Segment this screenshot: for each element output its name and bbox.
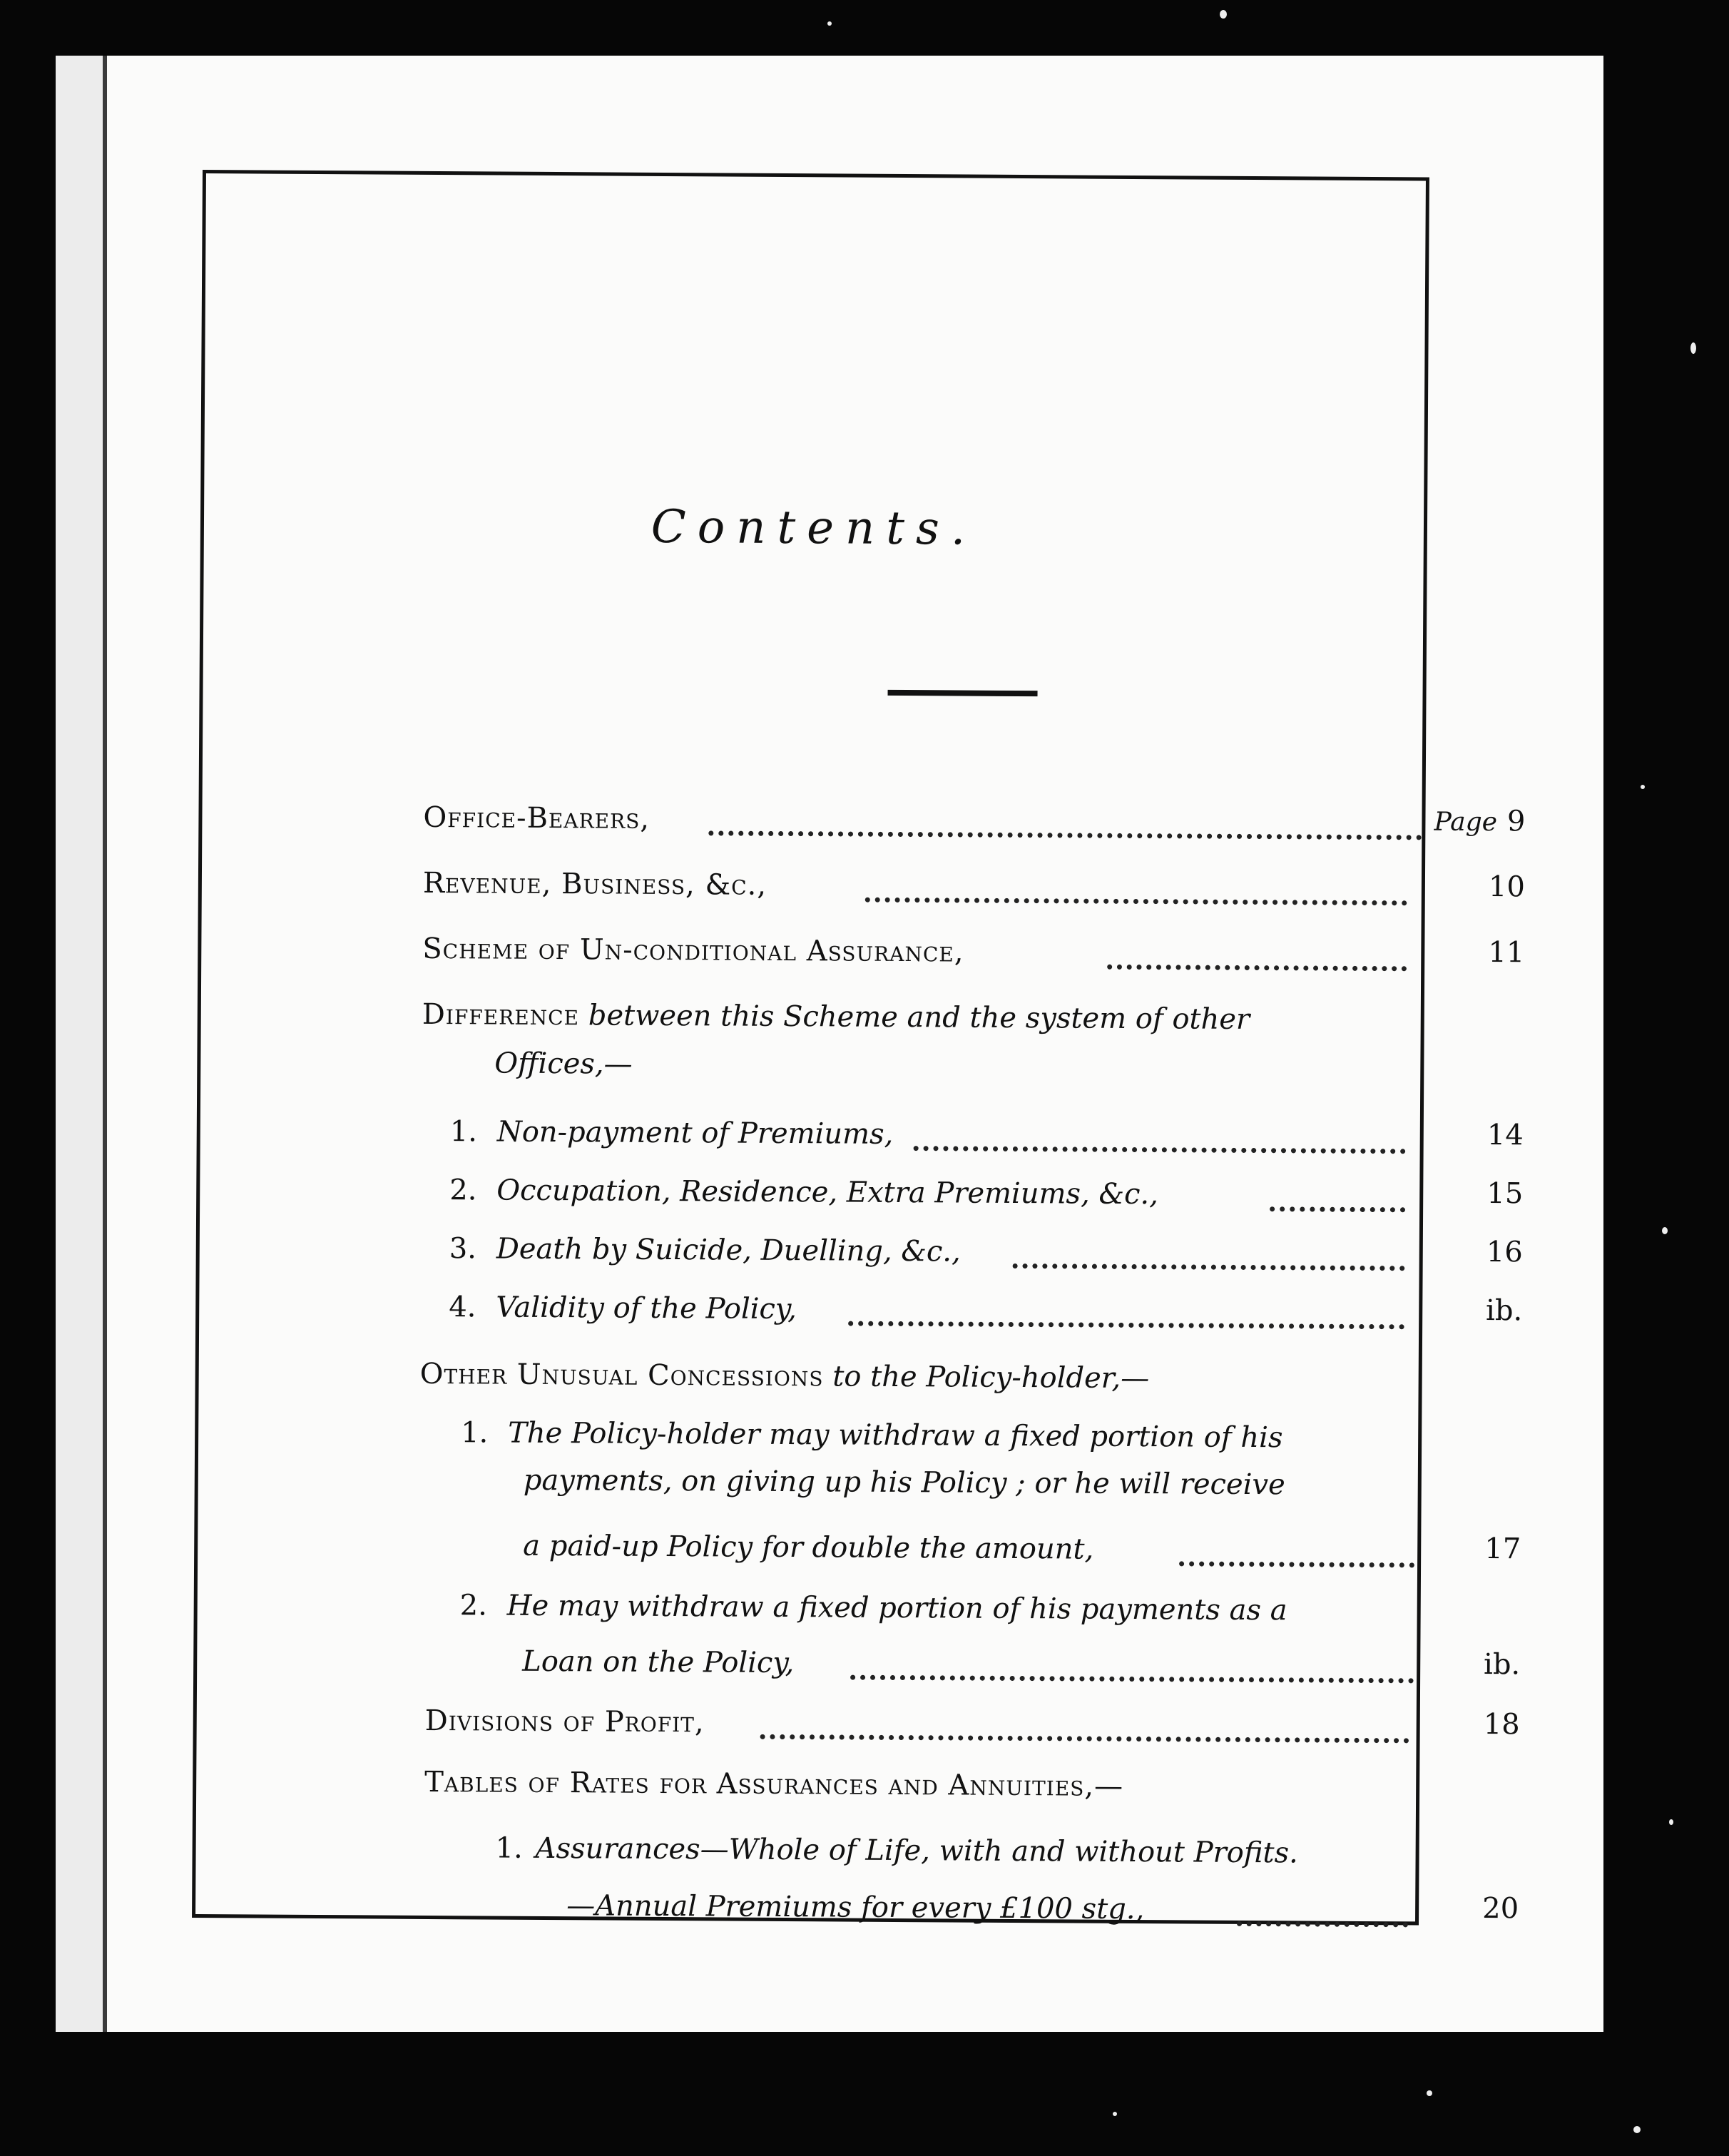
toc-entry-continuation-line xyxy=(566,1876,1519,1935)
toc-subentry-non-payment: 1. Non-payment of Premiums, 14 xyxy=(450,1102,1524,1161)
toc-subentry-validity: 4. Validity of the Policy, ib. xyxy=(449,1278,1522,1337)
toc-entry-label: Divisions of Profit, xyxy=(424,1704,705,1739)
page-title: Contents. xyxy=(651,500,977,556)
toc-entry-scheme xyxy=(422,920,1524,979)
toc-entry-continuation: payments, on giving up his Policy ; or he will receive xyxy=(523,1463,1285,1502)
toc-entry-label: Other Unusual Concessions to the Policy-holder,— xyxy=(419,1357,1150,1395)
toc-page-number: 10 xyxy=(1488,870,1526,904)
facing-page-edge xyxy=(56,56,103,2032)
toc-subentry-assurances: 1. Assurances—Whole of Life, with and without Profits. xyxy=(495,1831,1298,1870)
page-gutter xyxy=(103,56,107,2032)
toc-entry-divisions xyxy=(425,1692,1520,1751)
toc-subentry-withdraw-payments: 1. The Policy-holder may withdraw a fixed portion of his xyxy=(461,1416,1283,1455)
toc-entry-label: Office-Bearers, xyxy=(423,800,651,835)
toc-page-number: 11 xyxy=(1488,936,1525,970)
toc-entry-label: —Annual Premiums for every £100 stg., xyxy=(566,1889,1145,1926)
toc-page-number: ib. xyxy=(1483,1648,1521,1682)
toc-entry-continuation-line xyxy=(522,1632,1520,1692)
leader-dots xyxy=(865,869,1407,906)
toc-entry-label: Non-payment of Premiums, xyxy=(496,1115,894,1151)
toc-entry-revenue xyxy=(423,854,1525,913)
table-of-contents xyxy=(195,173,1526,1926)
leader-dots xyxy=(708,802,1422,840)
leader-dots xyxy=(848,1293,1404,1330)
leader-dots xyxy=(760,1706,1409,1744)
toc-page-number: 17 xyxy=(1484,1532,1521,1566)
toc-entry-tables xyxy=(424,1753,1519,1812)
toc-page-number: 20 xyxy=(1482,1892,1519,1926)
toc-entry-continuation: Offices,— xyxy=(494,1047,633,1081)
toc-entry-label: Occupation, Residence, Extra Premiums, &c., xyxy=(496,1174,1159,1211)
toc-entry-label: He may withdraw a fixed portion of his payments as a xyxy=(506,1589,1287,1627)
leader-dots xyxy=(1179,1532,1414,1567)
scanned-page xyxy=(56,56,1603,2032)
toc-page-number: 14 xyxy=(1486,1119,1524,1152)
toc-entry-label: Scheme of Un-conditional Assurance, xyxy=(422,932,964,969)
toc-entry-label: Assurances—Whole of Life, with and without Profits. xyxy=(535,1831,1298,1870)
toc-page-number: 18 xyxy=(1483,1708,1520,1741)
toc-page-number: 15 xyxy=(1486,1177,1524,1211)
toc-entry-label: Revenue, Business, &c., xyxy=(422,866,767,902)
toc-entry-label: Death by Suicide, Duelling, &c., xyxy=(496,1232,961,1268)
toc-subentry-death: 3. Death by Suicide, Duelling, &c., 16 xyxy=(449,1219,1523,1278)
toc-entry-label: Validity of the Policy, xyxy=(496,1291,797,1326)
leader-dots xyxy=(1013,1235,1405,1271)
toc-page-number: ib. xyxy=(1486,1294,1523,1328)
toc-entry-label: a paid-up Policy for double the amount, xyxy=(523,1529,1094,1566)
toc-entry-difference xyxy=(422,985,1524,1044)
toc-entry-label: Tables of Rates for Assurances and Annuities,— xyxy=(424,1765,1124,1803)
toc-subentry-loan: 2. He may withdraw a fixed portion of his payments as a xyxy=(459,1589,1287,1627)
toc-entry-continuation-line xyxy=(523,1517,1521,1576)
toc-page-number: 16 xyxy=(1486,1236,1523,1269)
leader-dots xyxy=(850,1647,1414,1684)
contents-frame xyxy=(192,170,1526,1926)
leader-dots xyxy=(1270,1178,1405,1212)
toc-page-number: Page 9 xyxy=(1434,805,1526,838)
toc-entry-label: Loan on the Policy, xyxy=(522,1644,795,1680)
toc-entry-office-bearers xyxy=(423,788,1525,848)
leader-dots xyxy=(1107,936,1407,972)
toc-entry-label: Difference between this Scheme and the system of other xyxy=(422,997,1250,1036)
toc-entry-concessions xyxy=(419,1345,1521,1404)
leader-dots xyxy=(914,1117,1406,1154)
toc-entry-label: The Policy-holder may withdraw a fixed portion of his xyxy=(508,1416,1283,1455)
toc-subentry-occupation: 2. Occupation, Residence, Extra Premiums, &c., 15 xyxy=(449,1161,1523,1220)
leader-dots xyxy=(1237,1893,1408,1927)
